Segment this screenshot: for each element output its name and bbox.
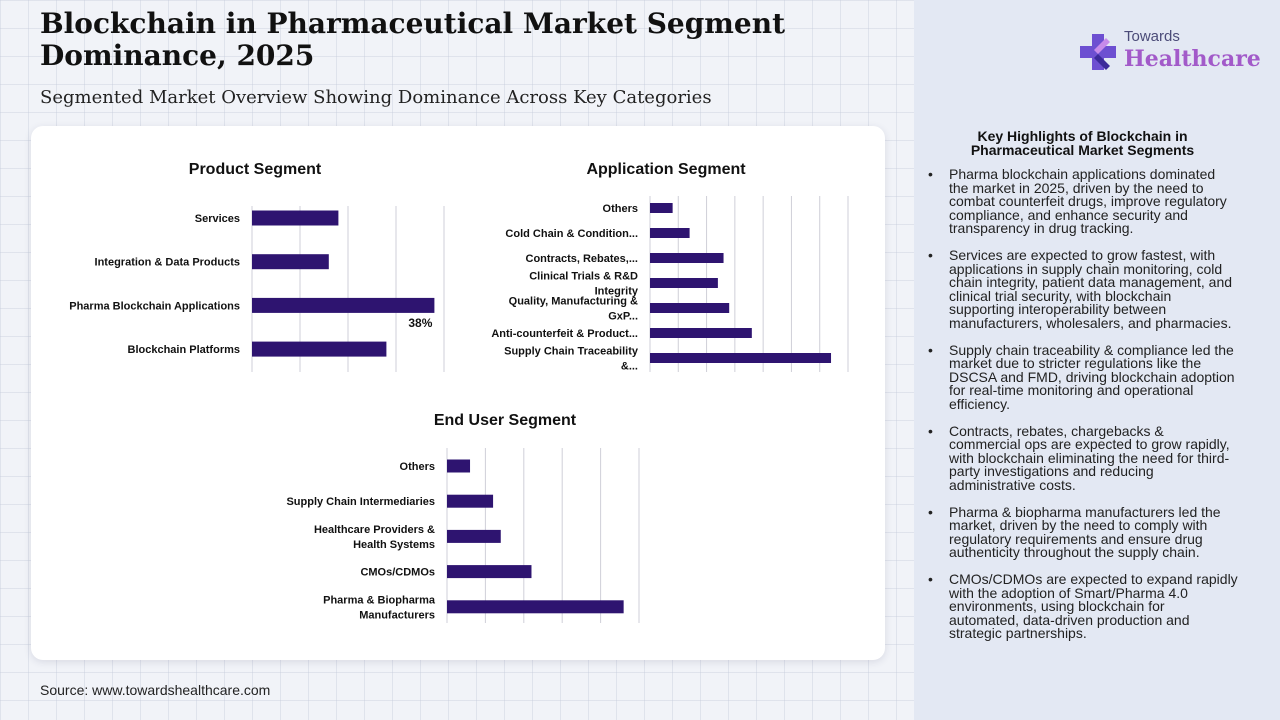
product-bar	[252, 298, 434, 313]
end-user-bar	[447, 530, 501, 543]
application-bar	[650, 303, 729, 313]
highlights-title: Key Highlights of Blockchain in Pharmaceutical Market Segments	[970, 128, 1195, 158]
end-user-bar	[447, 600, 624, 613]
product-chart-title: Product Segment	[188, 161, 322, 178]
charts-svg	[31, 126, 885, 660]
brand-logo	[1080, 28, 1260, 80]
application-bar	[650, 228, 690, 238]
application-category-label: Quality, Manufacturing & GxP...	[508, 295, 638, 323]
application-category-label: Anti-counterfeit & Product...	[491, 328, 638, 340]
application-bar	[650, 353, 831, 363]
application-category-label: Cold Chain & Condition...	[505, 228, 638, 240]
highlight-item: • Pharma blockchain applications dominated the market in 2025, driven by the need to combat counterfeit drugs, improve regulatory compliance, and enhance security and transparency in drug tracking.	[928, 168, 1238, 236]
end-user-bar	[447, 565, 531, 578]
application-bar	[650, 253, 724, 263]
end-user-category-label: Supply Chain Intermediaries	[286, 496, 435, 509]
highlight-item: • Contracts, rebates, chargebacks & commercial ops are expected to grow rapidly, with blockchain eliminating the need for third-party investigations and reducing administrative costs.	[928, 425, 1238, 493]
end-user-category-label: Healthcare Providers & Health Systems	[313, 523, 435, 551]
end-user-bar	[447, 460, 470, 473]
logo-text-towards: Towards	[1124, 28, 1180, 45]
logo-text-healthcare: Healthcare	[1124, 46, 1261, 72]
page-title: Blockchain in Pharmaceutical Market Segment Dominance, 2025	[40, 7, 786, 72]
end-user-category-label: CMOs/CDMOs	[360, 566, 435, 579]
plus-cross-logo-icon	[1080, 30, 1120, 74]
application-bar	[650, 278, 718, 288]
highlight-item: • CMOs/CDMOs are expected to expand rapidly with the adoption of Smart/Pharma 4.0 environments, using blockchain for automated, data-driven production and strategic partnerships.	[928, 573, 1238, 641]
product-data-label: 38%	[408, 315, 433, 330]
application-chart-title: Application Segment	[586, 161, 746, 178]
product-category-label: Integration & Data Products	[94, 256, 240, 269]
application-category-label: Others	[602, 203, 638, 215]
highlight-item: • Services are expected to grow fastest, with applications in supply chain monitoring, cold chain integrity, patient data management, and clinical trial security, with blockchain supporting interoperability between manufacturers, wholesalers, and pharmacies.	[928, 249, 1238, 330]
chart-card	[31, 126, 885, 660]
application-category-label: Supply Chain Traceability &...	[504, 345, 638, 373]
product-category-label: Blockchain Platforms	[127, 344, 240, 357]
application-category-label: Clinical Trials & R&D Integrity	[529, 270, 638, 298]
end-user-bar	[447, 495, 493, 508]
application-bar	[650, 328, 752, 338]
highlights-list	[928, 168, 1238, 654]
product-bar	[252, 342, 386, 357]
product-bar	[252, 254, 329, 269]
end-user-category-label: Others	[399, 461, 435, 473]
product-category-label: Services	[194, 213, 240, 225]
end-user-category-label: Pharma & Biopharma Manufacturers	[323, 594, 435, 622]
product-category-label: Pharma Blockchain Applications	[69, 300, 240, 313]
application-bar	[650, 203, 673, 213]
application-category-label: Contracts, Rebates,...	[525, 253, 638, 265]
product-bar	[252, 211, 338, 226]
highlight-item: • Supply chain traceability & compliance led the market due to stricter regulations like the DSCSA and FMD, driving blockchain adoption for real-time monitoring and operational efficiency.	[928, 344, 1238, 412]
page-subtitle: Segmented Market Overview Showing Dominance Across Key Categories	[40, 87, 712, 108]
source-note: Source: www.towardshealthcare.com	[40, 682, 271, 698]
end-user-chart-title: End User Segment	[433, 412, 577, 429]
highlight-item: • Pharma & biopharma manufacturers led the market, driven by the need to comply with regulatory requirements and ensure drug authenticity throughout the supply chain.	[928, 506, 1238, 560]
